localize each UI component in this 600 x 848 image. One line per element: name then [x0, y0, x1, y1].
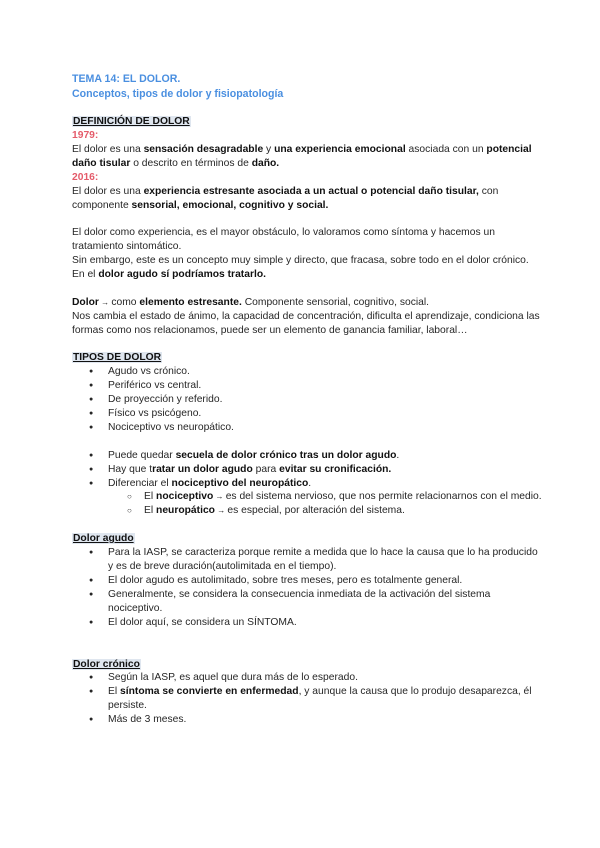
list-item: ● De proyección y referido. [72, 393, 542, 407]
list-item: ● Puede quedar secuela de dolor crónico tras un dolor agudo. [72, 449, 542, 463]
definition-2016: El dolor es una experiencia estresante asociada a un actual o potencial daño tisular, con componente sensorial, emocional, cognitivo y social. [72, 185, 499, 211]
list-item: ● Agudo vs crónico. [72, 365, 542, 379]
sub-list [108, 490, 542, 518]
agudo-list [72, 546, 542, 629]
paragraph: El dolor como experiencia, es el mayor obstáculo, lo valoramos como síntoma y hacemos un tratamiento sintomático. [72, 227, 495, 253]
cronico-list [72, 671, 542, 727]
arrow-icon: → [98, 297, 112, 307]
tipos-notes-list [72, 449, 542, 519]
document-body [72, 72, 542, 727]
list-item: ● El dolor agudo es autolimitado, sobre tres meses, pero es totalmente general. [72, 574, 542, 588]
list-item: ● Diferenciar el nociceptivo del neuropático. ○ El nociceptivo → es del sistema nervioso, que nos permite relacionarnos con el medio. ○ El neuropático → es especial, por alteración del sistema. [72, 477, 542, 519]
arrow-icon: → [213, 492, 226, 502]
section-heading-definicion: DEFINICIÓN DE DOLOR [73, 116, 190, 128]
year-label: 1979: [72, 129, 99, 141]
list-item: ● Físico vs psicógeno. [72, 407, 542, 421]
year-label: 2016: [72, 171, 99, 183]
section-heading-cronico: Dolor crónico [73, 658, 140, 670]
arrow-icon: → [214, 506, 228, 516]
list-item: ● Para la IASP, se caracteriza porque remite a medida que lo hace la causa que lo ha producido y es de breve duración(autolimitada en el tiempo). [72, 546, 542, 574]
sub-list-item: ○ El neuropático → es especial, por alteración del sistema. [108, 504, 542, 518]
list-item: ● El síntoma se convierte en enfermedad, y aunque la causa que lo produjo desaparezca, él persiste. [72, 685, 542, 713]
sub-list-item: ○ El nociceptivo → es del sistema nervioso, que nos permite relacionarnos con el medio. [108, 490, 542, 504]
list-item: ● El dolor aquí, se considera un SÍNTOMA. [72, 616, 542, 630]
paragraph: Nos cambia el estado de ánimo, la capacidad de concentración, dificulta el aprendizaje, condiciona las formas como nos relacionamos, puede ser un elemento de ganancia familiar, laboral… [72, 310, 540, 336]
paragraph: Sin embargo, este es un concepto muy simple y directo, que fracasa, sobre todo en el dolor crónico. En el dolor agudo sí podríamos tratarlo. [72, 255, 529, 281]
list-item: ● Según la IASP, es aquel que dura más de lo esperado. [72, 671, 542, 685]
tipos-list [72, 365, 542, 435]
section-heading-tipos: TIPOS DE DOLOR [73, 352, 162, 364]
list-item: ● Más de 3 meses. [72, 713, 542, 727]
section-heading-agudo: Dolor agudo [73, 533, 134, 545]
paragraph: Dolor → como elemento estresante. Componente sensorial, cognitivo, social. [72, 296, 430, 308]
list-item: ● Periférico vs central. [72, 379, 542, 393]
doc-title: TEMA 14: EL DOLOR. [72, 73, 181, 85]
definition-1979: El dolor es una sensación desagradable y una experiencia emocional asociada con un potencial daño tisular o descrito en términos de daño. [72, 143, 532, 169]
list-item: ● Hay que tratar un dolor agudo para evitar su cronificación. [72, 463, 542, 477]
list-item: ● Generalmente, se considera la consecuencia inmediata de la activación del sistema nociceptivo. [72, 588, 542, 616]
doc-subtitle: Conceptos, tipos de dolor y fisiopatología [72, 87, 284, 100]
list-item: ● Nociceptivo vs neuropático. [72, 421, 542, 435]
